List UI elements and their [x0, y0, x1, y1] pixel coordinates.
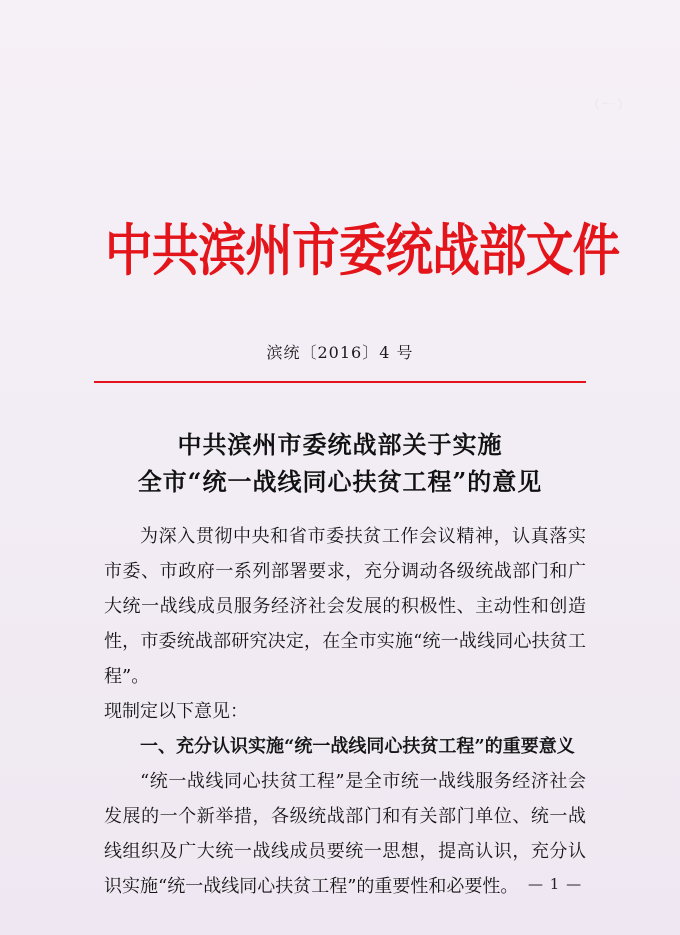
section-1-heading: 一、充分认识实施“统一战线同心扶贫工程”的重要意义	[140, 736, 575, 757]
section-1-paragraph: “统一战线同心扶贫工程”是全市统一战线服务经济社会发展的一个新举措，各级统战部门和有关部门单位、统一战线组织及广大统一战线成员要统一思想，提高认识，充分认识实施“统一战线同心扶贫工程”的重要性和必要性。	[104, 771, 586, 897]
intro-paragraph: 为深入贯彻中央和省市委扶贫工作会议精神，认真落实市委、市政府一系列部署要求，充分调动各级统战部门和广大统一战线成员服务经济社会发展的积极性、主动性和创造性，市委统战部研究决定，在全市实施“统一战线同心扶贫工程”。	[104, 526, 586, 687]
document-masthead: 中共滨州市委统战部文件	[105, 218, 620, 284]
page-number: — 1 —	[528, 875, 583, 893]
document-title-line-2: 全市“统一战线同心扶贫工程”的意见	[137, 467, 543, 496]
red-divider-line	[94, 381, 586, 383]
intro-closing: 现制定以下意见：	[104, 701, 248, 722]
document-number: 滨统〔2016〕4 号	[266, 343, 414, 362]
document-title-line-1: 中共滨州市委统战部关于实施	[177, 430, 503, 459]
reverse-bleed-through: （一）	[591, 98, 630, 113]
document-body	[104, 519, 586, 904]
